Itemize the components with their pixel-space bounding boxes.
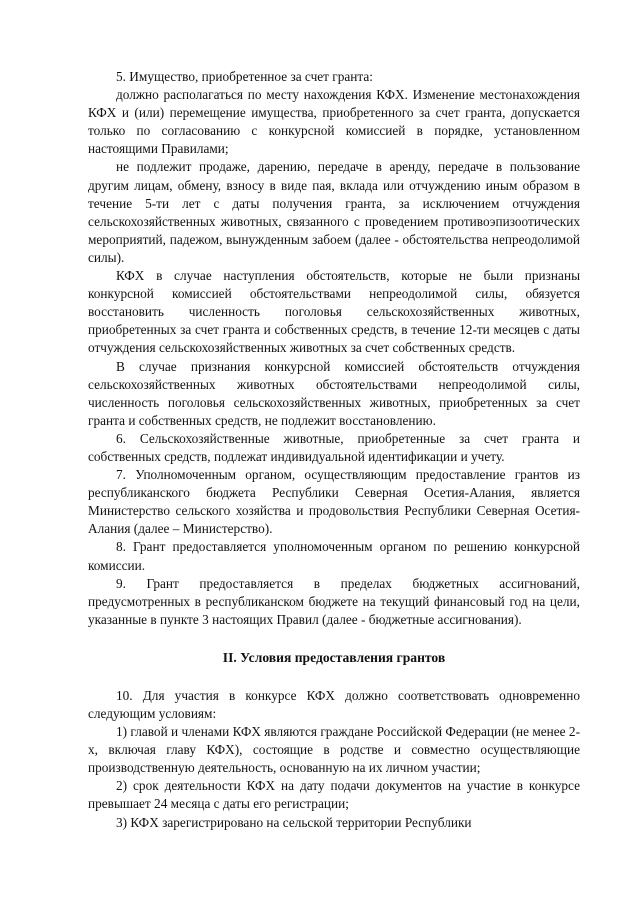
paragraph-10: 10. Для участия в конкурсе КФХ должно соответствовать одновременно следующим условиям: (88, 687, 580, 721)
paragraph-9: 9. Грант предоставляется в пределах бюджетных ассигнований, предусмотренных в республиканском бюджете на текущий финансовый год на цели, указанные в пункте 3 настоящих Правил (далее - бюджетные ассигнования). (88, 575, 580, 627)
paragraph-8: 8. Грант предоставляется уполномоченным органом по решению конкурсной комиссии. (88, 539, 580, 573)
paragraph-10-condition-1: 1) главой и членами КФХ являются граждане Российской Федерации (не менее 2-х, включая главу КФХ), состоящие в родстве и совместно осуществляющие производственную деятельность, основанную на их личном участии; (88, 724, 580, 776)
paragraph-10-condition-2: 2) срок деятельности КФХ на дату подачи документов на участие в конкурсе превышает 24 месяца с даты его регистрации; (88, 778, 580, 812)
paragraph-6: 6. Сельскохозяйственные животные, приобретенные за счет гранта и собственных средств, подлежат индивидуальной идентификации и учету. (88, 430, 580, 464)
section-heading: II. Условия предоставления грантов (222, 649, 446, 665)
document-page (88, 68, 580, 832)
paragraph-5-force-majeure: В случае признания конкурсной комиссией обстоятельств отчуждения сельскохозяйственных животных обстоятельствами непреодолимой силы, численность поголовья сельскохозяйственных животных, приобретенных за счет гранта и собственных средств, не подлежит восстановлению. (88, 358, 580, 428)
paragraph-5-intro: 5. Имущество, приобретенное за счет гранта: (116, 69, 373, 84)
paragraph-10-condition-3: 3) КФХ зарегистрировано на сельской территории Республики (116, 814, 472, 830)
paragraph-5-location: должно располагаться по месту нахождения КФХ. Изменение местонахождения КФХ и (или) перемещение имущества, приобретенного за счет гранта, допускается только по согласованию с конкурсной комиссией в порядке, установленном настоящими Правилами; (88, 87, 580, 157)
paragraph-7: 7. Уполномоченным органом, осуществляющим предоставление грантов из республиканского бюджета Республики Северная Осетия-Алания, является Министерство сельского хозяйства и продовольствия Республики Северная Осетия-Алания (далее – Министерство). (88, 467, 580, 537)
paragraph-5-restrictions: не подлежит продаже, дарению, передаче в аренду, передаче в пользование другим лицам, обмену, взносу в виде пая, вклада или отчуждению иным образом в течение 5-ти лет с даты получения гранта, за исключением отчуждения сельскохозяйственных животных, связанного с проведением противоэпизоотических мероприятий, падежом, вынужденным забоем (далее - обстоятельства непреодолимой силы). (88, 159, 580, 265)
paragraph-5-restore: КФХ в случае наступления обстоятельств, которые не были признаны конкурсной комиссией обстоятельствами непреодолимой силы, обязуется восстановить численность поголовья сельскохозяйственных животных, приобретенных за счет гранта и собственных средств, в течение 12-ти месяцев с даты отчуждения сельскохозяйственных животных за счет собственных средств. (88, 268, 580, 356)
